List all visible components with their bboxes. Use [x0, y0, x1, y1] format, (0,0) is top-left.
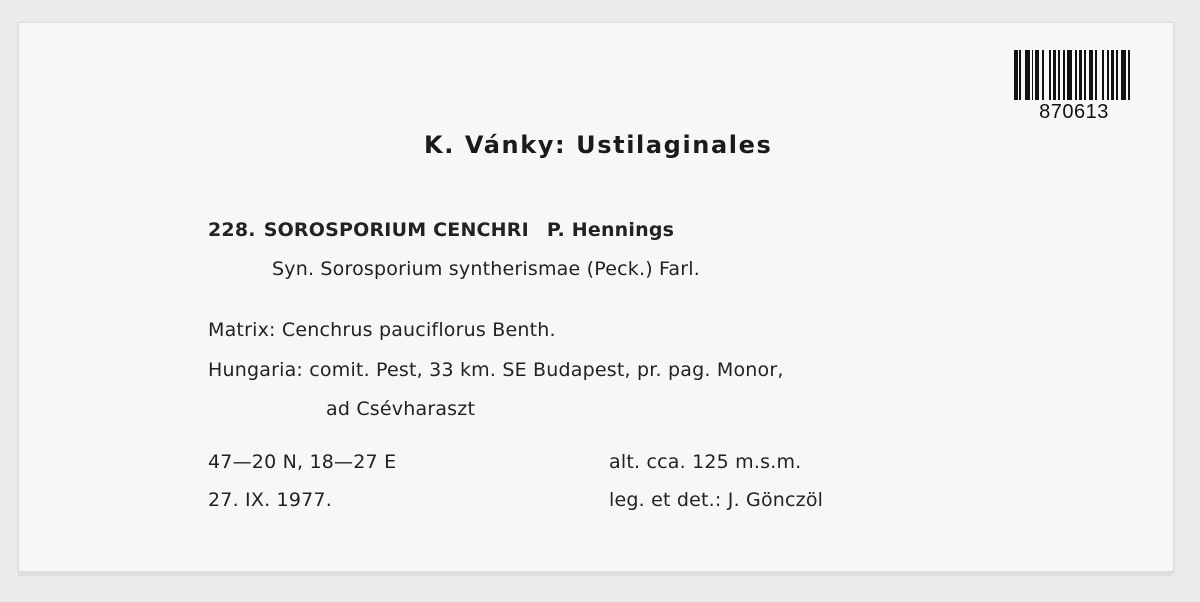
herbarium-label [18, 22, 1174, 572]
species-author: P. Hennings [546, 219, 675, 241]
barcode-bar [1130, 50, 1134, 100]
matrix-line [208, 319, 556, 341]
specimen-line [208, 219, 674, 241]
barcode-number: 870613 [1039, 101, 1109, 123]
synonym-line: Syn. Sorosporium syntherismae (Peck.) Farl. [272, 258, 701, 280]
locality-value: comit. Pest, 33 km. SE Budapest, pr. pag. Monor, [309, 359, 784, 381]
collector: leg. et det.: J. Gönczöl [609, 489, 824, 511]
locality-line [208, 359, 784, 381]
label-bottom-edge [18, 572, 1172, 576]
locality-line-2: ad Csévharaszt [326, 398, 476, 420]
specimen-number: 228. [208, 219, 256, 241]
altitude: alt. cca. 125 m.s.m. [609, 451, 802, 473]
species-name: SOROSPORIUM CENCHRI [263, 219, 529, 241]
locality-label: Hungaria: [208, 359, 304, 381]
label-title: K. Vánky: Ustilaginales [424, 131, 773, 159]
matrix-value: Cenchrus pauciflorus Benth. [281, 319, 556, 341]
barcode-image [1014, 50, 1134, 100]
coordinates: 47—20 N, 18—27 E [208, 451, 397, 473]
matrix-label: Matrix: [208, 319, 276, 341]
collection-date: 27. IX. 1977. [208, 489, 332, 511]
